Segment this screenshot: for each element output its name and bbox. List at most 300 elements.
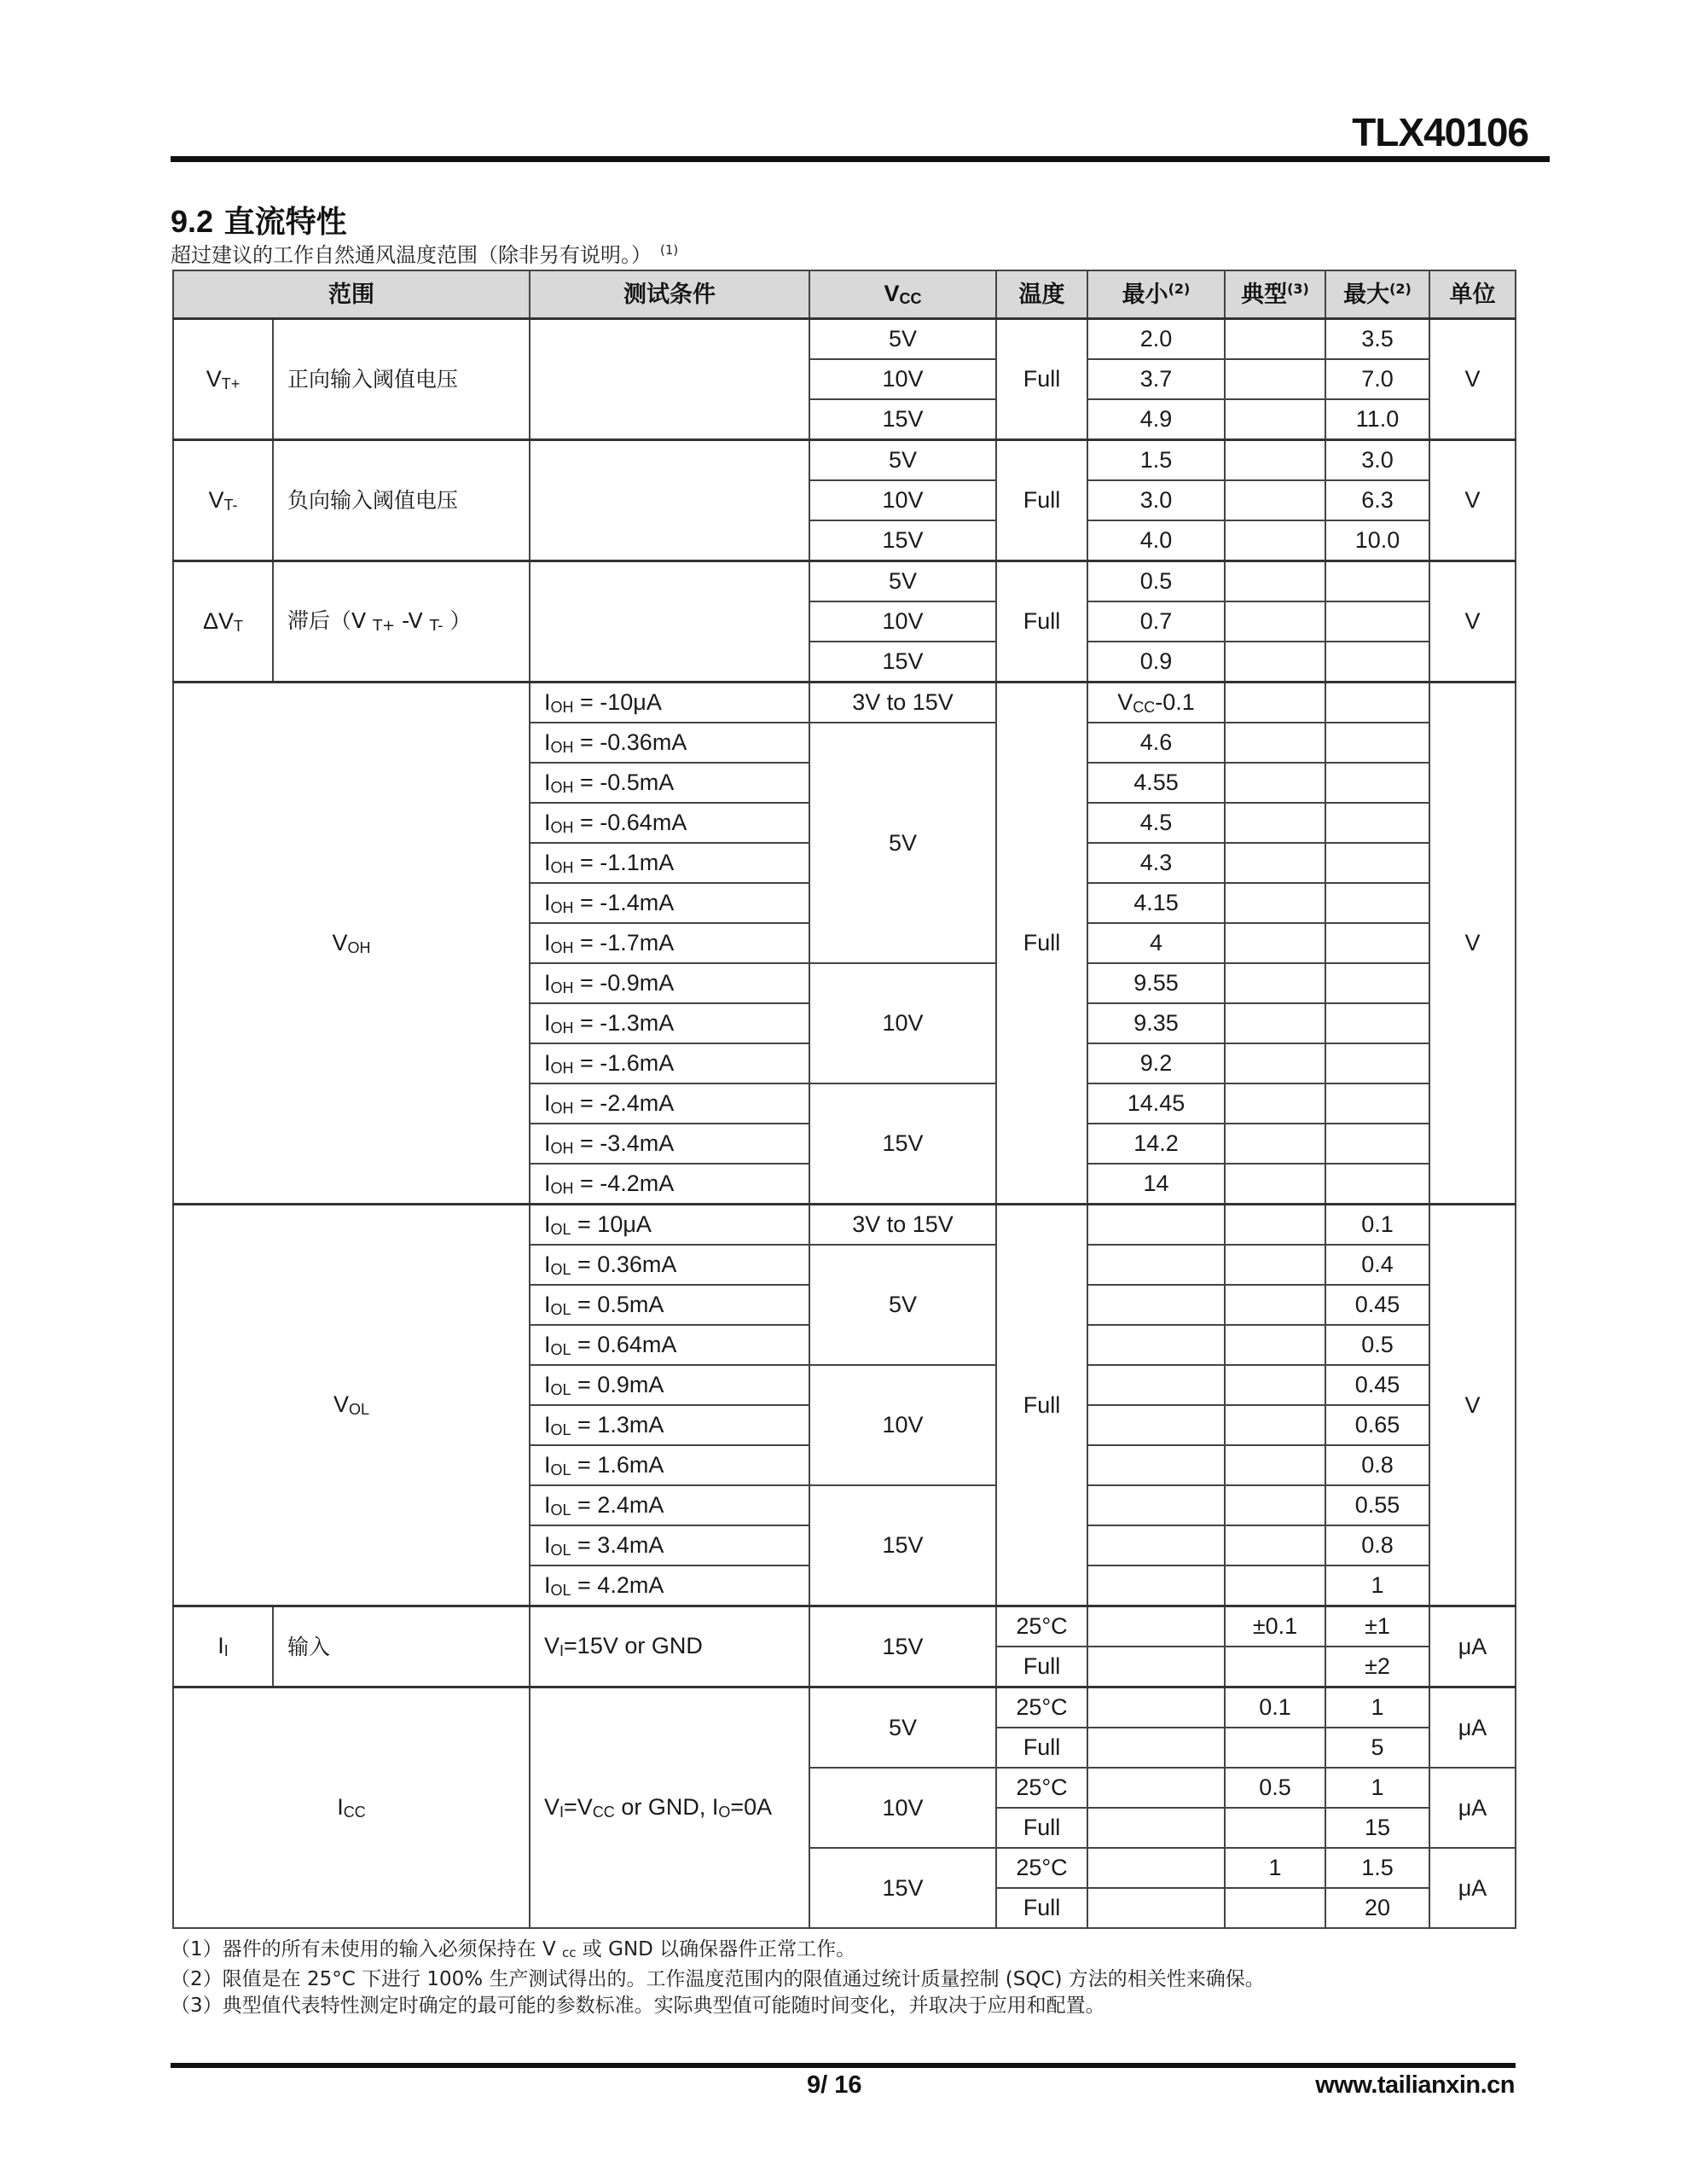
- col-header-unit: 单位: [1429, 270, 1516, 319]
- condition-cell: [530, 1205, 809, 1246]
- max-cell: [1325, 561, 1429, 602]
- temp-cell: Full: [996, 1205, 1087, 1606]
- max-cell: [1325, 1043, 1429, 1083]
- param-desc-vt-plus: 正向输入阈值电压: [273, 319, 530, 440]
- max-cell: 0.5: [1325, 1325, 1429, 1365]
- min-cell: [1087, 1848, 1225, 1888]
- text-fragment: 最小: [1122, 282, 1168, 308]
- vcc-cell: 5V: [809, 319, 996, 360]
- text-fragment: I: [544, 729, 551, 755]
- condition-cell: [530, 1525, 809, 1565]
- min-cell: 9.2: [1087, 1043, 1225, 1083]
- text-fragment: = 0.5mA: [571, 1291, 664, 1317]
- typ-cell: [1225, 1164, 1325, 1205]
- vcc-cell: 5V: [809, 1687, 996, 1769]
- text-fragment: = -1.1mA: [573, 849, 675, 875]
- temp-cell: Full: [996, 1647, 1087, 1687]
- condition-cell: [530, 1325, 809, 1365]
- footnote-1: [171, 1937, 1265, 1966]
- param-symbol-voh: [173, 682, 530, 1205]
- subscript-text: OL: [550, 1300, 571, 1318]
- subscript-text: OH: [550, 1059, 574, 1077]
- max-cell: 3.5: [1325, 319, 1429, 360]
- max-cell: ±2: [1325, 1647, 1429, 1687]
- subscript-text: OL: [550, 1581, 571, 1599]
- text-fragment: I: [544, 1571, 551, 1598]
- max-cell: [1325, 723, 1429, 763]
- max-cell: 0.8: [1325, 1445, 1429, 1485]
- text-fragment: V: [333, 1391, 349, 1417]
- max-cell: 20: [1325, 1888, 1429, 1928]
- min-cell: 0.5: [1087, 561, 1225, 602]
- unit-cell: V: [1429, 561, 1516, 682]
- text-fragment: V: [544, 1633, 560, 1658]
- typ-cell: [1225, 843, 1325, 883]
- max-cell: [1325, 682, 1429, 723]
- typ-cell: [1225, 359, 1325, 399]
- typ-cell: [1225, 1647, 1325, 1687]
- subscript-text: T-: [429, 616, 443, 635]
- temp-cell: Full: [996, 440, 1087, 561]
- min-cell: [1087, 1565, 1225, 1606]
- vcc-cell: 5V: [809, 440, 996, 481]
- text-fragment: I: [544, 809, 551, 835]
- condition-cell: [530, 963, 809, 1003]
- min-cell: [1087, 1808, 1225, 1848]
- max-cell: [1325, 642, 1429, 682]
- subscript-text: OL: [550, 1340, 571, 1358]
- subscript-text: OL: [550, 1501, 571, 1519]
- vcc-cell: 15V: [809, 520, 996, 561]
- text-fragment: I: [544, 969, 551, 996]
- text-fragment: （1）器件的所有未使用的输入必须保持在 V: [171, 1938, 562, 1960]
- min-cell: 4.5: [1087, 803, 1225, 843]
- typ-cell: [1225, 1205, 1325, 1246]
- text-fragment: -0.1: [1155, 688, 1195, 715]
- max-cell: [1325, 923, 1429, 963]
- col-header-range: 范围: [173, 270, 530, 319]
- min-cell: 4.9: [1087, 399, 1225, 440]
- header-rule: [171, 156, 1550, 162]
- condition-cell: [530, 1687, 809, 1929]
- text-fragment: I: [544, 1531, 551, 1558]
- subscript-text: I: [559, 1804, 565, 1821]
- temp-cell: 25°C: [996, 1768, 1087, 1808]
- vcc-cell: 10V: [809, 601, 996, 642]
- max-cell: 1: [1325, 1565, 1429, 1606]
- text-fragment: I: [217, 1633, 224, 1658]
- typ-cell: [1225, 1888, 1325, 1928]
- text-fragment: I: [544, 1130, 551, 1156]
- text-fragment: I: [544, 1411, 551, 1438]
- max-cell: 1: [1325, 1687, 1429, 1728]
- min-cell: 14.45: [1087, 1083, 1225, 1124]
- vcc-cell: 10V: [809, 359, 996, 399]
- text-fragment: = 2.4mA: [571, 1491, 664, 1518]
- subscript-text: OH: [550, 1099, 574, 1117]
- min-cell: 4.6: [1087, 723, 1225, 763]
- section-subtitle: [171, 238, 678, 268]
- unit-cell: μA: [1429, 1768, 1516, 1848]
- condition-cell: [530, 1405, 809, 1445]
- text-fragment: = 10μA: [571, 1211, 652, 1237]
- vol-group: [173, 1205, 1516, 1606]
- min-cell: [1087, 1325, 1225, 1365]
- text-fragment: V: [544, 1794, 560, 1820]
- text-fragment: I: [544, 1251, 551, 1277]
- min-cell: 4.55: [1087, 763, 1225, 803]
- typ-cell: [1225, 803, 1325, 843]
- subscript-text: OL: [349, 1401, 370, 1418]
- temp-cell: Full: [996, 1888, 1087, 1928]
- unit-cell: V: [1429, 440, 1516, 561]
- min-cell: [1087, 1485, 1225, 1525]
- min-cell: 3.0: [1087, 480, 1225, 520]
- condition-cell: [530, 1003, 809, 1043]
- min-cell: 14.2: [1087, 1124, 1225, 1164]
- subtitle-footnote-ref: (1): [660, 242, 679, 258]
- condition-cell: [530, 763, 809, 803]
- condition-cell: [530, 1606, 809, 1687]
- text-fragment: I: [544, 889, 551, 915]
- text-fragment: 或 GND 以确保器件正常工作。: [576, 1938, 856, 1960]
- text-fragment: I: [544, 1331, 551, 1357]
- text-fragment: = 1.6mA: [571, 1451, 664, 1478]
- subscript-text: T: [234, 617, 244, 635]
- max-cell: ±1: [1325, 1606, 1429, 1647]
- typ-cell: [1225, 1728, 1325, 1768]
- text-fragment: I: [544, 1170, 551, 1196]
- typ-cell: [1225, 1043, 1325, 1083]
- condition-cell: [530, 843, 809, 883]
- typ-cell: [1225, 1003, 1325, 1043]
- subscript-text: OL: [550, 1220, 571, 1238]
- condition-cell: [530, 440, 809, 561]
- text-fragment: I: [544, 1211, 551, 1237]
- subscript-text: OH: [550, 698, 574, 716]
- typ-cell: [1225, 642, 1325, 682]
- max-cell: [1325, 1124, 1429, 1164]
- vcc-cell: 15V: [809, 1848, 996, 1928]
- footnote-2: （2）限值是在 25°C 下进行 100% 生产测试得出的。工作温度范围内的限值通过统计质量控制 (SQC) 方法的相关性来确保。: [171, 1968, 1265, 1990]
- subscript-text: OH: [550, 979, 574, 996]
- max-cell: [1325, 1164, 1429, 1205]
- min-cell: [1087, 1888, 1225, 1928]
- param-symbol-ii: [173, 1606, 273, 1687]
- table-row: [173, 319, 1516, 360]
- text-fragment: = -3.4mA: [573, 1130, 675, 1156]
- text-fragment: = 0.36mA: [571, 1251, 677, 1277]
- text-fragment: = -0.36mA: [573, 729, 687, 755]
- subscript-text: OH: [550, 1179, 574, 1197]
- subscript-text: I: [559, 1642, 565, 1659]
- subscript-text: T+: [373, 616, 396, 635]
- min-cell: 0.9: [1087, 642, 1225, 682]
- text-fragment: ）: [443, 607, 472, 633]
- typ-cell: [1225, 1083, 1325, 1124]
- text-fragment: = -0.9mA: [573, 969, 675, 996]
- table-row: [173, 440, 1516, 481]
- text-fragment: = -4.2mA: [573, 1170, 675, 1196]
- text-fragment: = -1.7mA: [573, 929, 675, 956]
- text-fragment: I: [544, 1491, 551, 1518]
- subscript-text: OL: [550, 1380, 571, 1398]
- max-cell: 0.4: [1325, 1245, 1429, 1285]
- text-fragment: V: [208, 486, 224, 513]
- text-fragment: = -2.4mA: [573, 1089, 675, 1116]
- vcc-cell: 15V: [809, 1485, 996, 1606]
- typ-cell: [1225, 1808, 1325, 1848]
- max-cell: [1325, 843, 1429, 883]
- text-fragment: = -1.6mA: [573, 1049, 675, 1076]
- text-fragment: V: [332, 929, 348, 956]
- param-symbol-icc: [173, 1687, 530, 1929]
- max-cell: [1325, 883, 1429, 923]
- text-fragment: V: [884, 281, 900, 306]
- subscript-text: OH: [550, 858, 574, 876]
- typ-cell: [1225, 520, 1325, 561]
- min-cell: [1087, 1768, 1225, 1808]
- text-fragment: = -0.64mA: [573, 809, 687, 835]
- typ-cell: ±0.1: [1225, 1606, 1325, 1647]
- max-cell: [1325, 1003, 1429, 1043]
- subscript-text: T+: [221, 375, 241, 392]
- min-cell: [1087, 1365, 1225, 1405]
- min-cell: 4.15: [1087, 883, 1225, 923]
- typ-cell: [1225, 1124, 1325, 1164]
- text-fragment: 最大: [1343, 282, 1390, 308]
- unit-cell: μA: [1429, 1687, 1516, 1769]
- table-row: [173, 561, 1516, 602]
- condition-cell: [530, 1565, 809, 1606]
- footnote-3: （3）典型值代表特性测定时确定的最可能的参数标准。实际典型值可能随时间变化，并取决于应用和配置。: [171, 1995, 1105, 2017]
- typ-cell: [1225, 440, 1325, 481]
- typ-cell: [1225, 923, 1325, 963]
- typ-cell: [1225, 399, 1325, 440]
- param-symbol-vt-minus: [173, 440, 273, 561]
- condition-cell: [530, 1485, 809, 1525]
- document-title: TLX40106: [1352, 110, 1528, 154]
- subscript-text: OH: [550, 898, 574, 916]
- max-cell: 1.5: [1325, 1848, 1429, 1888]
- text-fragment: I: [544, 1009, 551, 1036]
- max-cell: [1325, 1083, 1429, 1124]
- temp-cell: 25°C: [996, 1687, 1087, 1728]
- typ-cell: [1225, 1285, 1325, 1325]
- min-cell: 14: [1087, 1164, 1225, 1205]
- text-fragment: ΔV: [202, 607, 235, 634]
- typ-cell: [1225, 963, 1325, 1003]
- typ-cell: [1225, 1365, 1325, 1405]
- unit-cell: μA: [1429, 1848, 1516, 1928]
- max-cell: 0.55: [1325, 1485, 1429, 1525]
- condition-cell: [530, 1285, 809, 1325]
- page-number: 9/ 16: [807, 2071, 862, 2099]
- condition-cell: [530, 1124, 809, 1164]
- typ-cell: [1225, 1525, 1325, 1565]
- param-symbol-vt-plus: [173, 319, 273, 440]
- max-cell: 11.0: [1325, 399, 1429, 440]
- vcc-cell: 15V: [809, 1083, 996, 1205]
- max-cell: 0.45: [1325, 1285, 1429, 1325]
- max-cell: 0.45: [1325, 1365, 1429, 1405]
- text-fragment: = -0.5mA: [573, 769, 675, 795]
- vcc-cell: 3V to 15V: [809, 682, 996, 723]
- typ-cell: [1225, 1445, 1325, 1485]
- text-fragment: (3): [1287, 281, 1309, 297]
- condition-cell: [530, 561, 809, 682]
- vcc-cell: 15V: [809, 642, 996, 682]
- typ-cell: 0.5: [1225, 1768, 1325, 1808]
- section-number: 9.2: [171, 204, 214, 239]
- text-fragment: I: [544, 849, 551, 875]
- min-cell: 3.7: [1087, 359, 1225, 399]
- text-fragment: = 0.64mA: [571, 1331, 677, 1357]
- text-fragment: I: [544, 688, 551, 715]
- text-fragment: =15V or GND: [564, 1633, 703, 1658]
- temp-cell: Full: [996, 682, 1087, 1205]
- min-cell: [1087, 1245, 1225, 1285]
- condition-cell: [530, 1164, 809, 1205]
- footer-rule: [171, 2063, 1516, 2068]
- subscript-text: OL: [550, 1260, 571, 1278]
- min-cell: 9.55: [1087, 963, 1225, 1003]
- vcc-cell: 10V: [809, 963, 996, 1083]
- temp-cell: Full: [996, 319, 1087, 440]
- text-fragment: 典型: [1241, 282, 1288, 308]
- typ-cell: 0.1: [1225, 1687, 1325, 1728]
- typ-cell: [1225, 723, 1325, 763]
- dc-characteristics-table: [172, 270, 1516, 1929]
- unit-cell: V: [1429, 319, 1516, 440]
- text-fragment: I: [544, 1089, 551, 1116]
- param-symbol-vol: [173, 1205, 530, 1606]
- col-header-vcc: [809, 270, 996, 319]
- table-row: [173, 1606, 1516, 1647]
- condition-cell: [530, 319, 809, 440]
- col-header-min: [1087, 270, 1225, 319]
- subscript-text: CC: [592, 1804, 615, 1821]
- subscript-text: OH: [550, 818, 574, 836]
- col-header-typ: [1225, 270, 1325, 319]
- subscript-text: T-: [223, 496, 238, 514]
- subscript-text: O: [718, 1804, 731, 1821]
- max-cell: 6.3: [1325, 480, 1429, 520]
- table-row: [173, 1205, 1516, 1246]
- subscript-text: OL: [550, 1541, 571, 1559]
- subscript-text: OH: [550, 738, 574, 756]
- text-fragment: I: [544, 1371, 551, 1397]
- subtitle-text: 超过建议的工作自然通风温度范围（除非另有说明。）: [171, 243, 652, 267]
- table-row: [173, 1687, 1516, 1728]
- text-fragment: = -1.4mA: [573, 889, 675, 915]
- subscript-text: CC: [343, 1804, 366, 1821]
- typ-cell: [1225, 883, 1325, 923]
- vcc-cell: 10V: [809, 1365, 996, 1485]
- subscript-text: OH: [550, 938, 574, 956]
- subscript-text: OH: [550, 1019, 574, 1037]
- vcc-cell: 5V: [809, 561, 996, 602]
- footnotes: [171, 1937, 1265, 2019]
- temp-cell: 25°C: [996, 1848, 1087, 1888]
- text-fragment: or GND, I: [614, 1794, 719, 1820]
- subscript-text: OH: [550, 778, 574, 796]
- text-fragment: I: [544, 1291, 551, 1317]
- max-cell: [1325, 763, 1429, 803]
- vcc-cell: 10V: [809, 480, 996, 520]
- text-fragment: =0A: [730, 1794, 773, 1820]
- temp-cell: 25°C: [996, 1606, 1087, 1647]
- max-cell: 3.0: [1325, 440, 1429, 481]
- text-fragment: I: [544, 769, 551, 795]
- max-cell: 5: [1325, 1728, 1429, 1768]
- typ-cell: [1225, 561, 1325, 602]
- min-cell: 9.35: [1087, 1003, 1225, 1043]
- max-cell: [1325, 803, 1429, 843]
- min-cell: 4.0: [1087, 520, 1225, 561]
- subscript-text: CC: [899, 290, 922, 307]
- param-desc-ii: 输入: [273, 1606, 530, 1687]
- vcc-cell: 3V to 15V: [809, 1205, 996, 1246]
- max-cell: [1325, 963, 1429, 1003]
- max-cell: 15: [1325, 1808, 1429, 1848]
- max-cell: 10.0: [1325, 520, 1429, 561]
- col-header-max: [1325, 270, 1429, 319]
- max-cell: 0.65: [1325, 1405, 1429, 1445]
- typ-cell: [1225, 1325, 1325, 1365]
- col-header-condition: 测试条件: [530, 270, 809, 319]
- website-link[interactable]: www.tailianxin.cn: [1315, 2071, 1515, 2099]
- subscript-text: I: [223, 1642, 229, 1659]
- typ-cell: [1225, 1485, 1325, 1525]
- min-cell: 4.3: [1087, 843, 1225, 883]
- text-fragment: = -1.3mA: [573, 1009, 675, 1036]
- subscript-text: cc: [562, 1945, 577, 1960]
- typ-cell: [1225, 1405, 1325, 1445]
- vcc-cell: 15V: [809, 1606, 996, 1687]
- min-cell: [1087, 1647, 1225, 1687]
- unit-cell: V: [1429, 682, 1516, 1205]
- condition-cell: [530, 803, 809, 843]
- text-fragment: = 1.3mA: [571, 1411, 664, 1438]
- max-cell: [1325, 601, 1429, 642]
- typ-cell: [1225, 1245, 1325, 1285]
- temp-cell: Full: [996, 561, 1087, 682]
- min-cell: [1087, 1728, 1225, 1768]
- subscript-text: CC: [1133, 698, 1156, 716]
- subscript-text: OH: [550, 1139, 574, 1157]
- vcc-cell: 15V: [809, 399, 996, 440]
- condition-cell: [530, 1043, 809, 1083]
- table-row: [173, 682, 1516, 723]
- max-cell: 0.1: [1325, 1205, 1429, 1246]
- param-desc-vt-minus: 负向输入阈值电压: [273, 440, 530, 561]
- min-cell: [1087, 1405, 1225, 1445]
- typ-cell: [1225, 480, 1325, 520]
- typ-cell: [1225, 763, 1325, 803]
- min-cell: [1087, 1285, 1225, 1325]
- condition-cell: [530, 883, 809, 923]
- condition-cell: [530, 723, 809, 763]
- min-cell: [1087, 682, 1225, 723]
- condition-cell: [530, 682, 809, 723]
- condition-cell: [530, 1445, 809, 1485]
- temp-cell: Full: [996, 1808, 1087, 1848]
- min-cell: 4: [1087, 923, 1225, 963]
- section-title: 直流特性: [223, 205, 347, 240]
- max-cell: 7.0: [1325, 359, 1429, 399]
- table-header-row: [173, 270, 1516, 319]
